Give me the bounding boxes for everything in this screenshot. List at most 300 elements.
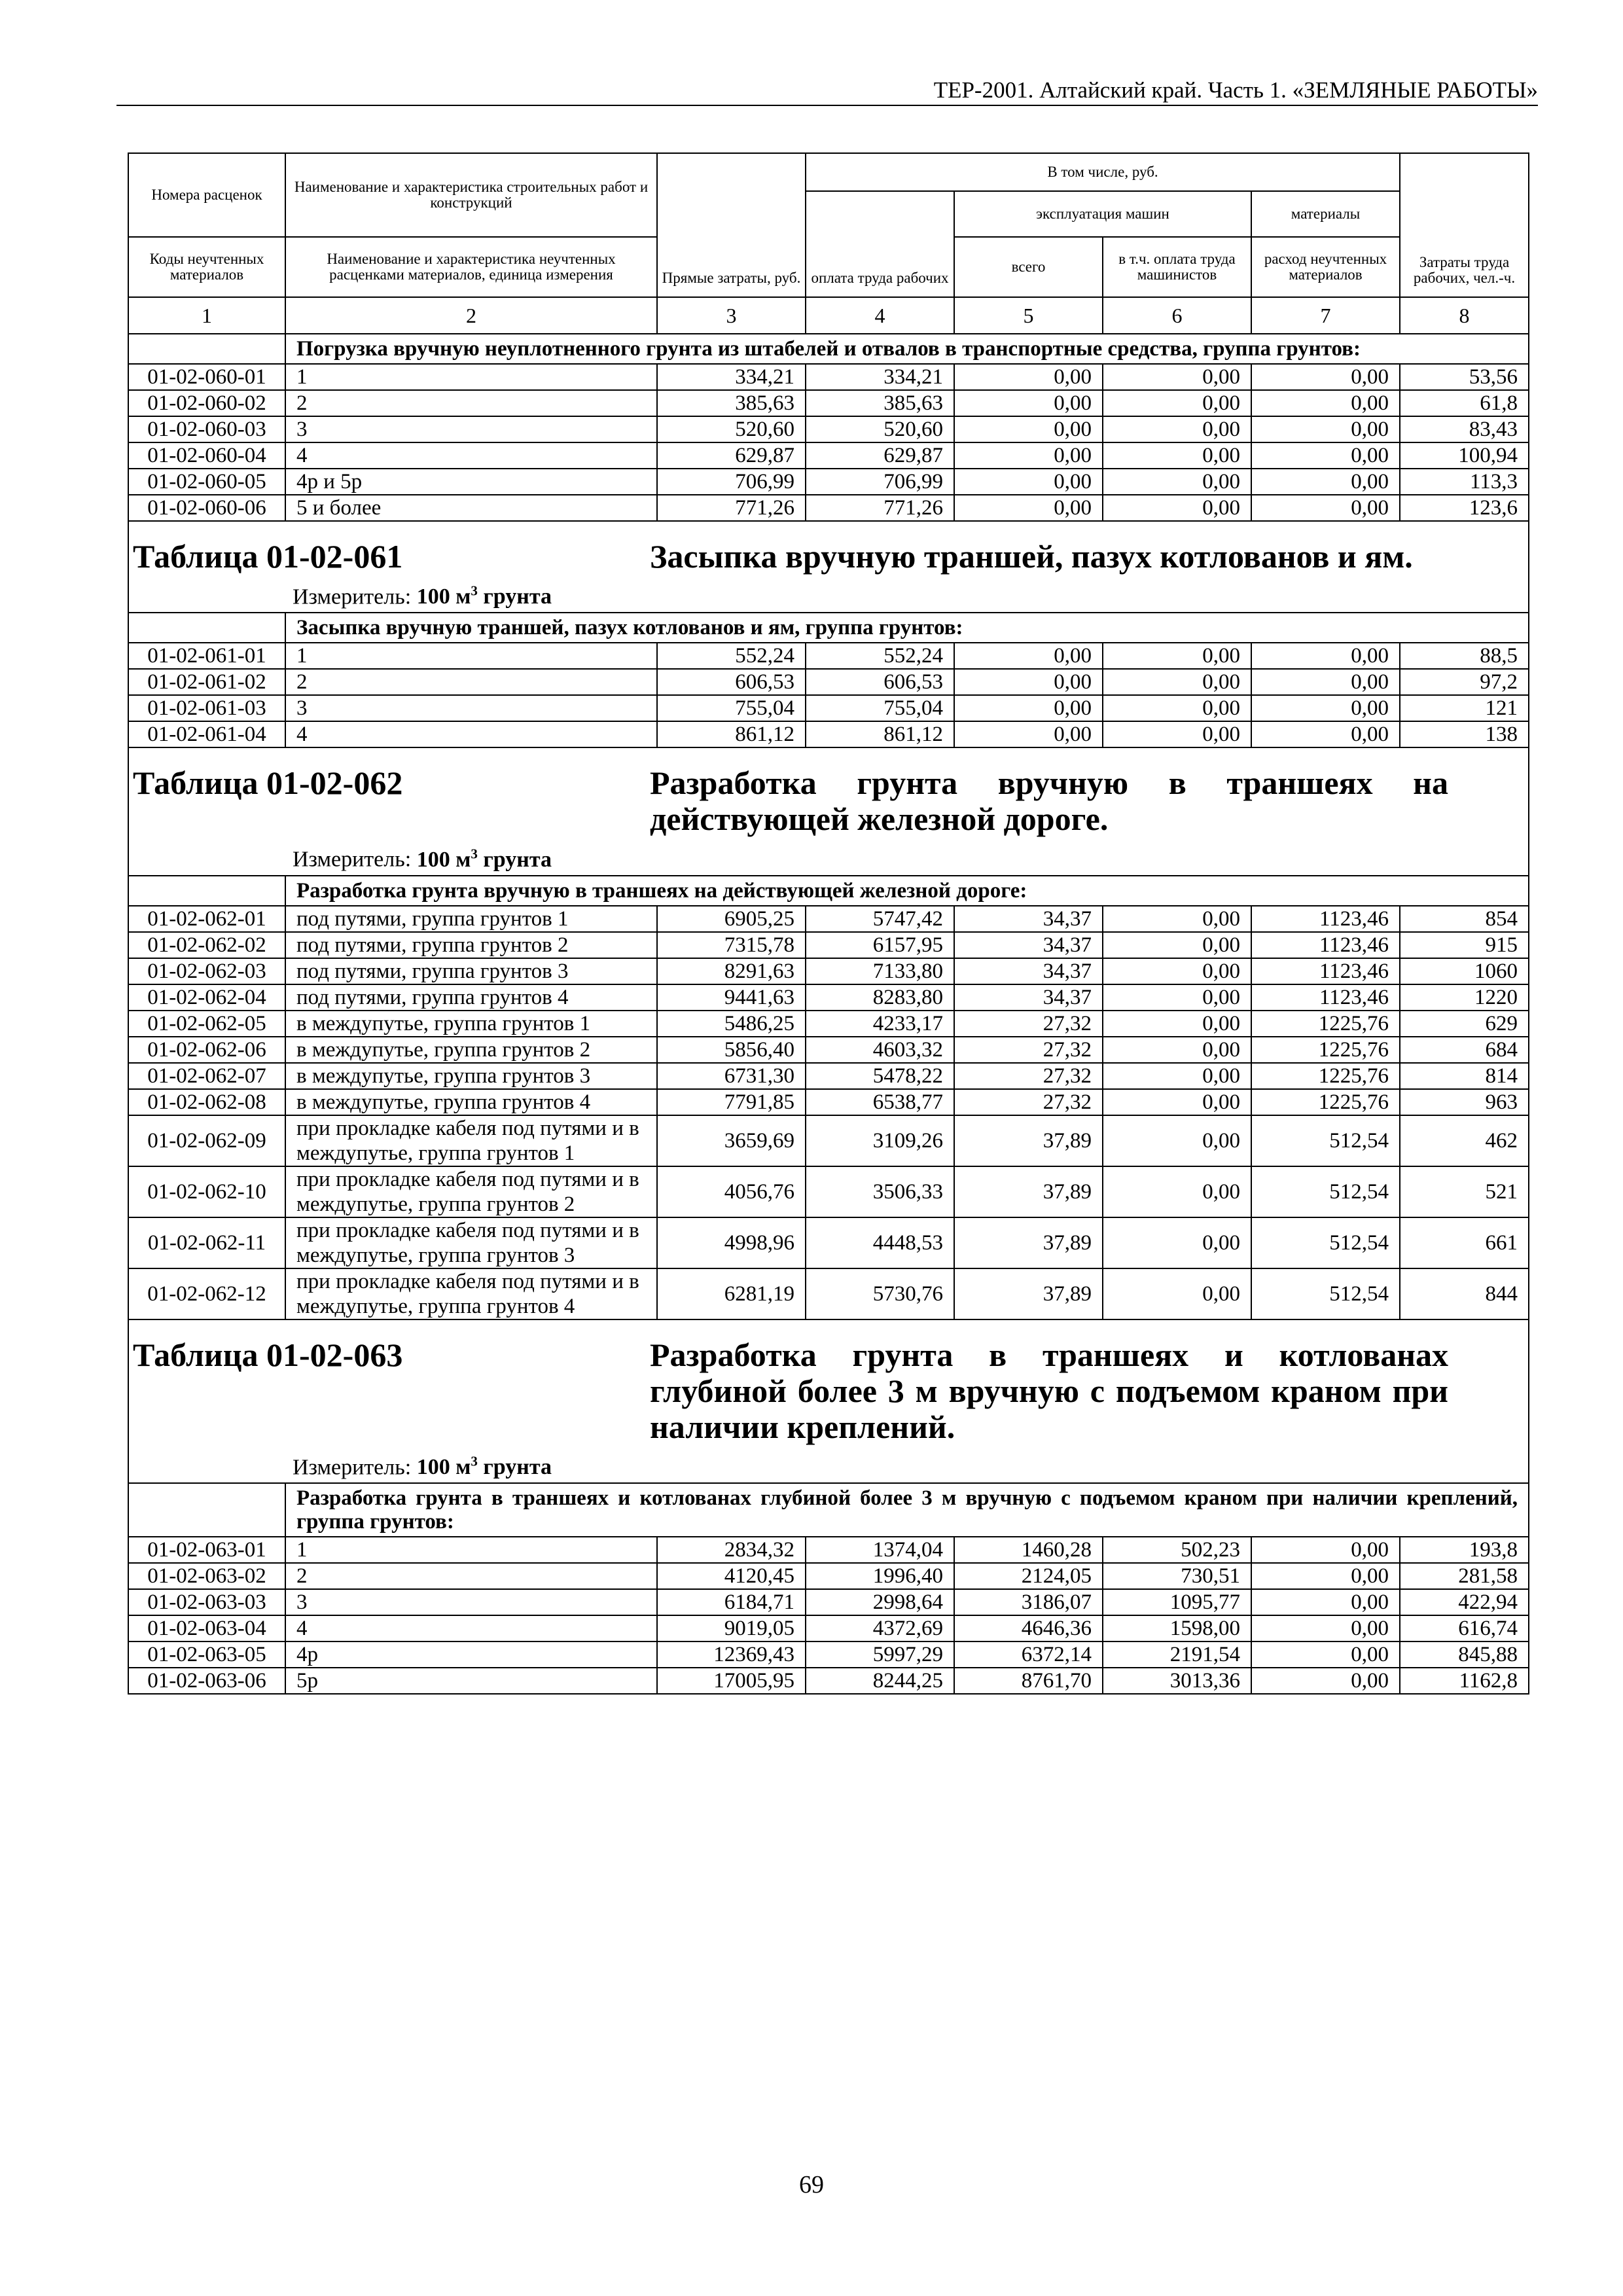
labor-pay: 755,04: [806, 695, 954, 721]
labor-hours: 97,2: [1400, 669, 1529, 695]
unit-label: Измеритель:: [293, 847, 412, 872]
materials-cost: 1123,46: [1251, 958, 1400, 984]
machines-total: 0,00: [954, 695, 1103, 721]
labor-hours: 193,8: [1400, 1537, 1529, 1563]
labor-pay: 4603,32: [806, 1037, 954, 1063]
machines-total: 37,89: [954, 1217, 1103, 1268]
machines-total: 1460,28: [954, 1537, 1103, 1563]
work-name: 5 и более: [285, 495, 657, 521]
machinist-pay: 0,00: [1103, 643, 1251, 669]
machinist-pay: 0,00: [1103, 695, 1251, 721]
labor-pay: 1374,04: [806, 1537, 954, 1563]
materials-cost: 0,00: [1251, 390, 1400, 416]
machinist-pay: 0,00: [1103, 984, 1251, 1011]
labor-hours: 845,88: [1400, 1641, 1529, 1668]
labor-pay: 4233,17: [806, 1011, 954, 1037]
table-row: [128, 1115, 1529, 1166]
unit-of-measure: [129, 837, 1528, 874]
col-mach-total: всего: [954, 237, 1103, 297]
work-name: в междупутье, группа грунтов 4: [285, 1089, 657, 1115]
materials-cost: 0,00: [1251, 1589, 1400, 1615]
machines-total: 27,32: [954, 1011, 1103, 1037]
direct-costs: 4998,96: [657, 1217, 806, 1268]
machinist-pay: 0,00: [1103, 1217, 1251, 1268]
materials-cost: 0,00: [1251, 416, 1400, 442]
work-name: 3: [285, 416, 657, 442]
table-title: Засыпка вручную траншей, пазух котлованов и ям.: [650, 538, 1413, 575]
labor-hours: 963: [1400, 1089, 1529, 1115]
machinist-pay: 0,00: [1103, 442, 1251, 469]
work-name: 1: [285, 1537, 657, 1563]
table-caption-row: [128, 521, 1529, 613]
labor-pay: 6157,95: [806, 932, 954, 958]
machines-total: 2124,05: [954, 1563, 1103, 1589]
labor-pay: 3506,33: [806, 1166, 954, 1217]
direct-costs: 3659,69: [657, 1115, 806, 1166]
table-row: [128, 416, 1529, 442]
table-row: [128, 1089, 1529, 1115]
machinist-pay: 0,00: [1103, 721, 1251, 747]
machinist-pay: 0,00: [1103, 495, 1251, 521]
table-row: [128, 1217, 1529, 1268]
labor-hours: 1060: [1400, 958, 1529, 984]
rate-code: 01-02-062-03: [128, 958, 285, 984]
labor-hours: 422,94: [1400, 1589, 1529, 1615]
table-number: Таблица 01-02-063: [133, 1336, 403, 1373]
labor-hours: 100,94: [1400, 442, 1529, 469]
labor-pay: 861,12: [806, 721, 954, 747]
labor-hours: 661: [1400, 1217, 1529, 1268]
work-name: под путями, группа грунтов 3: [285, 958, 657, 984]
materials-cost: 1123,46: [1251, 984, 1400, 1011]
materials-cost: 1123,46: [1251, 906, 1400, 932]
machines-total: 27,32: [954, 1089, 1103, 1115]
machines-total: 3186,07: [954, 1589, 1103, 1615]
table-row: [128, 364, 1529, 390]
labor-hours: 814: [1400, 1063, 1529, 1089]
machinist-pay: 0,00: [1103, 469, 1251, 495]
machines-total: 27,32: [954, 1063, 1103, 1089]
table-row: [128, 1166, 1529, 1217]
materials-cost: 0,00: [1251, 1615, 1400, 1641]
machines-total: 37,89: [954, 1268, 1103, 1319]
materials-cost: 512,54: [1251, 1166, 1400, 1217]
table-number: Таблица 01-02-061: [133, 538, 403, 575]
table-row: [128, 984, 1529, 1011]
materials-cost: 0,00: [1251, 1563, 1400, 1589]
table-caption-row: [128, 747, 1529, 875]
direct-costs: 755,04: [657, 695, 806, 721]
table-row: [128, 932, 1529, 958]
labor-pay: 5997,29: [806, 1641, 954, 1668]
machines-total: 34,37: [954, 984, 1103, 1011]
section-heading-row: [128, 334, 1529, 364]
machines-total: 0,00: [954, 442, 1103, 469]
unit-value-group: [417, 848, 552, 872]
rates-table: [128, 152, 1529, 1695]
col-index: 2: [285, 297, 657, 334]
direct-costs: 6731,30: [657, 1063, 806, 1089]
table-row: [128, 1563, 1529, 1589]
labor-pay: 5478,22: [806, 1063, 954, 1089]
table-body: [128, 334, 1529, 1694]
table-title: Разработка грунта вручную в траншеях на действующей железной дороге.: [650, 764, 1448, 838]
direct-costs: 9019,05: [657, 1615, 806, 1641]
labor-hours: 281,58: [1400, 1563, 1529, 1589]
rate-code: 01-02-062-10: [128, 1166, 285, 1217]
work-name: 1: [285, 643, 657, 669]
section-blank: [128, 1483, 285, 1537]
unit-value-group: [417, 1455, 552, 1479]
direct-costs: 4056,76: [657, 1166, 806, 1217]
labor-pay: 520,60: [806, 416, 954, 442]
machinist-pay: 1598,00: [1103, 1615, 1251, 1641]
machinist-pay: 0,00: [1103, 1063, 1251, 1089]
unit-tail: грунта: [477, 847, 552, 872]
machinist-pay: 0,00: [1103, 1166, 1251, 1217]
machinist-pay: 730,51: [1103, 1563, 1251, 1589]
machines-total: 4646,36: [954, 1615, 1103, 1641]
machines-total: 0,00: [954, 721, 1103, 747]
labor-hours: 915: [1400, 932, 1529, 958]
unit-label: Измеритель:: [293, 584, 412, 609]
col-index: 3: [657, 297, 806, 334]
work-name: в междупутье, группа грунтов 3: [285, 1063, 657, 1089]
section-blank: [128, 613, 285, 643]
machines-total: 0,00: [954, 416, 1103, 442]
page-number: 69: [799, 2171, 824, 2198]
machines-total: 34,37: [954, 932, 1103, 958]
materials-cost: 0,00: [1251, 442, 1400, 469]
table-caption: [128, 747, 1529, 875]
direct-costs: 771,26: [657, 495, 806, 521]
rate-code: 01-02-063-03: [128, 1589, 285, 1615]
labor-hours: 113,3: [1400, 469, 1529, 495]
table-row: [128, 1011, 1529, 1037]
materials-cost: 1225,76: [1251, 1063, 1400, 1089]
materials-cost: 0,00: [1251, 364, 1400, 390]
labor-pay: 1996,40: [806, 1563, 954, 1589]
unit-of-measure: [129, 575, 1528, 612]
direct-costs: 6281,19: [657, 1268, 806, 1319]
col-name-bottom: Наименование и характеристика неучтенных расценками материалов, единица измерения: [285, 237, 657, 297]
section-heading-row: [128, 1483, 1529, 1537]
col-mat-unaccounted: расход неучтенных материалов: [1251, 237, 1400, 297]
section-blank: [128, 334, 285, 364]
direct-costs: 606,53: [657, 669, 806, 695]
rate-code: 01-02-063-05: [128, 1641, 285, 1668]
labor-pay: 771,26: [806, 495, 954, 521]
col-index: 7: [1251, 297, 1400, 334]
col-index: 5: [954, 297, 1103, 334]
direct-costs: 334,21: [657, 364, 806, 390]
work-name: при прокладке кабеля под путями и в междупутье, группа грунтов 4: [285, 1268, 657, 1319]
materials-cost: 0,00: [1251, 1668, 1400, 1694]
column-index-row: [128, 297, 1529, 334]
header-text: ТЕР-2001. Алтайский край. Часть 1. «ЗЕМЛЯНЫЕ РАБОТЫ»: [933, 77, 1538, 103]
table-row: [128, 1615, 1529, 1641]
section-heading: Засыпка вручную траншей, пазух котлованов и ям, группа грунтов:: [285, 613, 1529, 643]
direct-costs: 706,99: [657, 469, 806, 495]
materials-cost: 0,00: [1251, 1537, 1400, 1563]
materials-cost: 0,00: [1251, 721, 1400, 747]
materials-cost: 512,54: [1251, 1115, 1400, 1166]
labor-hours: 121: [1400, 695, 1529, 721]
machinist-pay: 3013,36: [1103, 1668, 1251, 1694]
table-row: [128, 495, 1529, 521]
machines-total: 0,00: [954, 364, 1103, 390]
section-blank: [128, 876, 285, 906]
unit-value: 100 м: [416, 1454, 471, 1479]
rate-code: 01-02-060-06: [128, 495, 285, 521]
table-title-line: [129, 1320, 1528, 1445]
direct-costs: 4120,45: [657, 1563, 806, 1589]
table-row: [128, 1268, 1529, 1319]
machines-total: 8761,70: [954, 1668, 1103, 1694]
labor-hours: 53,56: [1400, 364, 1529, 390]
labor-hours: 616,74: [1400, 1615, 1529, 1641]
section-heading: Разработка грунта в траншеях и котлованах глубиной более 3 м вручную с подъемом краном при наличии креплений, группа грунтов:: [285, 1483, 1529, 1537]
table-row: [128, 958, 1529, 984]
rate-code: 01-02-061-04: [128, 721, 285, 747]
materials-cost: 1123,46: [1251, 932, 1400, 958]
table-row: [128, 669, 1529, 695]
direct-costs: 7791,85: [657, 1089, 806, 1115]
machines-total: 27,32: [954, 1037, 1103, 1063]
rate-code: 01-02-063-06: [128, 1668, 285, 1694]
labor-pay: 5747,42: [806, 906, 954, 932]
direct-costs: 520,60: [657, 416, 806, 442]
labor-hours: 88,5: [1400, 643, 1529, 669]
labor-pay: 629,87: [806, 442, 954, 469]
unit-value: 100 м: [416, 847, 471, 872]
machinist-pay: 502,23: [1103, 1537, 1251, 1563]
work-name: под путями, группа грунтов 1: [285, 906, 657, 932]
table-row: [128, 721, 1529, 747]
labor-pay: 2998,64: [806, 1589, 954, 1615]
col-code-top: Номера расценок: [128, 153, 285, 237]
col-including: В том числе, руб.: [806, 153, 1400, 191]
rate-code: 01-02-062-04: [128, 984, 285, 1011]
work-name: 4р и 5р: [285, 469, 657, 495]
labor-pay: 8244,25: [806, 1668, 954, 1694]
unit-of-measure: [129, 1445, 1528, 1482]
col-index: 6: [1103, 297, 1251, 334]
work-name: 4: [285, 1615, 657, 1641]
labor-hours: 629: [1400, 1011, 1529, 1037]
machinist-pay: 0,00: [1103, 1037, 1251, 1063]
rate-code: 01-02-062-02: [128, 932, 285, 958]
materials-cost: 0,00: [1251, 469, 1400, 495]
machinist-pay: 0,00: [1103, 1011, 1251, 1037]
unit-value-group: [417, 584, 552, 609]
direct-costs: 552,24: [657, 643, 806, 669]
direct-costs: 2834,32: [657, 1537, 806, 1563]
labor-hours: 684: [1400, 1037, 1529, 1063]
table-title-line: [129, 522, 1528, 575]
materials-cost: 0,00: [1251, 669, 1400, 695]
machinist-pay: 2191,54: [1103, 1641, 1251, 1668]
materials-cost: 1225,76: [1251, 1089, 1400, 1115]
rate-code: 01-02-062-05: [128, 1011, 285, 1037]
materials-cost: 0,00: [1251, 643, 1400, 669]
direct-costs: 6184,71: [657, 1589, 806, 1615]
labor-pay: 3109,26: [806, 1115, 954, 1166]
direct-costs: 9441,63: [657, 984, 806, 1011]
table-row: [128, 906, 1529, 932]
col-index: 1: [128, 297, 285, 334]
work-name: при прокладке кабеля под путями и в междупутье, группа грунтов 3: [285, 1217, 657, 1268]
section-heading: Разработка грунта вручную в траншеях на действующей железной дороге:: [285, 876, 1529, 906]
machines-total: 6372,14: [954, 1641, 1103, 1668]
rate-code: 01-02-060-04: [128, 442, 285, 469]
machinist-pay: 1095,77: [1103, 1589, 1251, 1615]
machinist-pay: 0,00: [1103, 958, 1251, 984]
table-row: [128, 390, 1529, 416]
table-row: [128, 1589, 1529, 1615]
machinist-pay: 0,00: [1103, 364, 1251, 390]
labor-pay: 5730,76: [806, 1268, 954, 1319]
work-name: 3: [285, 695, 657, 721]
labor-pay: 4372,69: [806, 1615, 954, 1641]
rate-code: 01-02-061-02: [128, 669, 285, 695]
machinist-pay: 0,00: [1103, 416, 1251, 442]
machines-total: 0,00: [954, 495, 1103, 521]
rate-code: 01-02-061-03: [128, 695, 285, 721]
machines-total: 37,89: [954, 1115, 1103, 1166]
machines-total: 0,00: [954, 469, 1103, 495]
rate-code: 01-02-062-12: [128, 1268, 285, 1319]
labor-pay: 8283,80: [806, 984, 954, 1011]
section-heading-row: [128, 613, 1529, 643]
rate-code: 01-02-063-04: [128, 1615, 285, 1641]
rate-code: 01-02-061-01: [128, 643, 285, 669]
table-caption-row: [128, 1319, 1529, 1483]
direct-costs: 17005,95: [657, 1668, 806, 1694]
table-row: [128, 643, 1529, 669]
labor-hours: 521: [1400, 1166, 1529, 1217]
work-name: 4р: [285, 1641, 657, 1668]
work-name: в междупутье, группа грунтов 1: [285, 1011, 657, 1037]
col-mach-labor: в т.ч. оплата труда машинистов: [1103, 237, 1251, 297]
labor-pay: 706,99: [806, 469, 954, 495]
labor-hours: 844: [1400, 1268, 1529, 1319]
rate-code: 01-02-062-06: [128, 1037, 285, 1063]
labor-hours: 1162,8: [1400, 1668, 1529, 1694]
table-row: [128, 1668, 1529, 1694]
rate-code: 01-02-060-03: [128, 416, 285, 442]
machines-total: 34,37: [954, 958, 1103, 984]
work-name: 5р: [285, 1668, 657, 1694]
col-name-top: Наименование и характеристика строительных работ и конструкций: [285, 153, 657, 237]
table-caption: [128, 521, 1529, 613]
rate-code: 01-02-063-02: [128, 1563, 285, 1589]
machinist-pay: 0,00: [1103, 1089, 1251, 1115]
work-name: при прокладке кабеля под путями и в междупутье, группа грунтов 2: [285, 1166, 657, 1217]
work-name: 3: [285, 1589, 657, 1615]
col-direct: Прямые затраты, руб.: [657, 153, 806, 297]
unit-exponent: 3: [471, 846, 478, 862]
col-index: 8: [1400, 297, 1529, 334]
unit-exponent: 3: [471, 1453, 478, 1469]
table-row: [128, 1063, 1529, 1089]
unit-value: 100 м: [416, 584, 471, 609]
table-row: [128, 469, 1529, 495]
labor-hours: 138: [1400, 721, 1529, 747]
col-labor-hours: Затраты труда рабочих, чел.-ч.: [1400, 153, 1529, 297]
work-name: под путями, группа грунтов 4: [285, 984, 657, 1011]
rate-code: 01-02-060-05: [128, 469, 285, 495]
labor-pay: 4448,53: [806, 1217, 954, 1268]
direct-costs: 12369,43: [657, 1641, 806, 1668]
unit-tail: грунта: [477, 1454, 552, 1479]
work-name: 4: [285, 721, 657, 747]
direct-costs: 7315,78: [657, 932, 806, 958]
labor-hours: 462: [1400, 1115, 1529, 1166]
machines-total: 34,37: [954, 906, 1103, 932]
work-name: при прокладке кабеля под путями и в междупутье, группа грунтов 1: [285, 1115, 657, 1166]
machinist-pay: 0,00: [1103, 932, 1251, 958]
machines-total: 0,00: [954, 669, 1103, 695]
labor-pay: 6538,77: [806, 1089, 954, 1115]
materials-cost: 512,54: [1251, 1217, 1400, 1268]
machines-total: 37,89: [954, 1166, 1103, 1217]
work-name: 4: [285, 442, 657, 469]
materials-cost: 0,00: [1251, 495, 1400, 521]
machines-total: 0,00: [954, 390, 1103, 416]
col-index: 4: [806, 297, 954, 334]
rate-code: 01-02-062-07: [128, 1063, 285, 1089]
table-caption: [128, 1319, 1529, 1483]
direct-costs: 861,12: [657, 721, 806, 747]
machinist-pay: 0,00: [1103, 906, 1251, 932]
work-name: 2: [285, 1563, 657, 1589]
work-name: под путями, группа грунтов 2: [285, 932, 657, 958]
labor-hours: 854: [1400, 906, 1529, 932]
direct-costs: 8291,63: [657, 958, 806, 984]
labor-hours: 123,6: [1400, 495, 1529, 521]
direct-costs: 385,63: [657, 390, 806, 416]
machinist-pay: 0,00: [1103, 669, 1251, 695]
work-name: 1: [285, 364, 657, 390]
machines-total: 0,00: [954, 643, 1103, 669]
rate-code: 01-02-063-01: [128, 1537, 285, 1563]
table-title-line: [129, 748, 1528, 837]
rate-code: 01-02-062-08: [128, 1089, 285, 1115]
direct-costs: 6905,25: [657, 906, 806, 932]
table-title: Разработка грунта в траншеях и котлованах глубиной более 3 м вручную с подъемом краном при наличии креплений.: [650, 1336, 1448, 1445]
table-row: [128, 1037, 1529, 1063]
machinist-pay: 0,00: [1103, 1115, 1251, 1166]
materials-cost: 0,00: [1251, 1641, 1400, 1668]
col-materials: материалы: [1251, 191, 1400, 237]
col-labor: оплата труда рабочих: [806, 191, 954, 297]
section-heading-row: [128, 876, 1529, 906]
labor-hours: 83,43: [1400, 416, 1529, 442]
rate-code: 01-02-062-01: [128, 906, 285, 932]
section-heading: Погрузка вручную неуплотненного грунта из штабелей и отвалов в транспортные средства, группа грунтов:: [285, 334, 1529, 364]
work-name: 2: [285, 669, 657, 695]
labor-pay: 385,63: [806, 390, 954, 416]
rate-code: 01-02-062-09: [128, 1115, 285, 1166]
work-name: в междупутье, группа грунтов 2: [285, 1037, 657, 1063]
labor-pay: 7133,80: [806, 958, 954, 984]
labor-pay: 552,24: [806, 643, 954, 669]
labor-pay: 606,53: [806, 669, 954, 695]
running-header: [116, 77, 1538, 106]
materials-cost: 0,00: [1251, 695, 1400, 721]
materials-cost: 1225,76: [1251, 1011, 1400, 1037]
